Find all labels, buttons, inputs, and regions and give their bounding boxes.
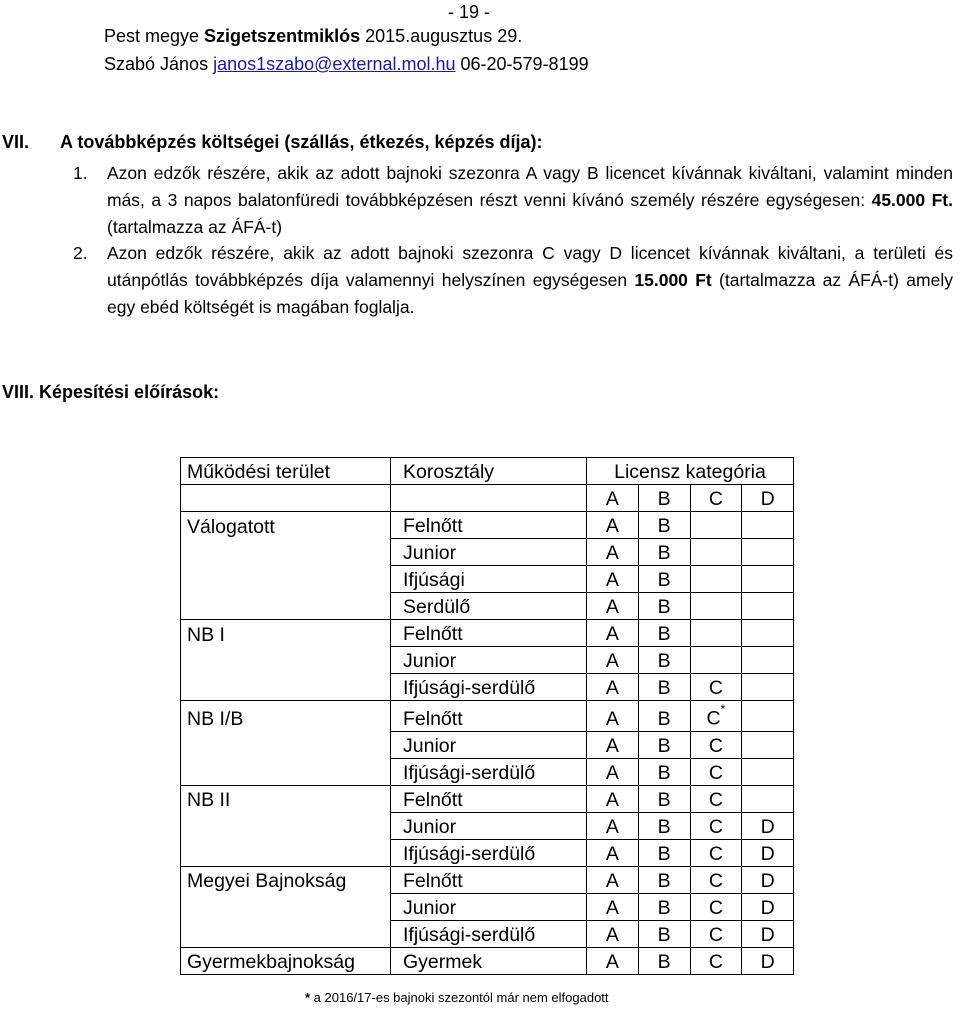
category-value: A [605, 950, 619, 973]
cell-age: Felnőtt [391, 701, 587, 732]
cell-category-b [638, 539, 690, 566]
list-item-number: 1. [73, 163, 88, 183]
header-county: Pest megye [104, 26, 205, 46]
cell-category-a [587, 701, 639, 732]
cell-category-b [638, 839, 690, 866]
table-row [181, 839, 794, 866]
section-7-number: VII. [2, 132, 30, 152]
cell-age: Junior [391, 893, 587, 920]
cell-category-c [690, 866, 742, 893]
cell-area [181, 647, 391, 674]
list-item-note: (tartalmazza az ÁFÁ-t) amely egy ebéd költségét is magában foglalja. [107, 270, 953, 317]
cell-area: Megyei Bajnokság [181, 866, 391, 893]
category-value: D [760, 842, 775, 865]
category-value: B [657, 761, 671, 784]
cell-category-a [587, 512, 639, 539]
category-value: D [760, 923, 775, 946]
category-value: D [760, 950, 775, 973]
cell-area [181, 893, 391, 920]
category-value: B [657, 542, 671, 564]
category-value: D [760, 896, 775, 919]
category-value: B [657, 896, 671, 919]
list-item-note: (tartalmazza az ÁFÁ-t) [107, 216, 283, 237]
table-row [181, 947, 794, 974]
cell-age: Ifjúsági-serdülő [391, 920, 587, 947]
cell-category-a [587, 674, 639, 701]
header-cat-a: A [587, 485, 639, 512]
cell-category-c [690, 593, 742, 620]
category-value: C [708, 761, 723, 784]
cell-age: Junior [391, 539, 587, 566]
cell-category-a [587, 539, 639, 566]
section-8-heading: VIII. Képesítési előírások: [2, 382, 220, 402]
footnote-mark: * [305, 990, 311, 1005]
cell-category-b [638, 920, 690, 947]
table-row [181, 512, 794, 539]
cell-category-d [742, 812, 794, 839]
table-row [181, 674, 794, 701]
cell-category-d [742, 866, 794, 893]
category-value: C [708, 923, 723, 946]
category-value: B [657, 707, 671, 730]
header-cat-b: B [638, 485, 690, 512]
category-value: A [605, 569, 619, 591]
cell-category-d [742, 566, 794, 593]
cell-category-c [690, 812, 742, 839]
table-row [181, 758, 794, 785]
category-value: A [605, 842, 619, 865]
table-subheader-row [181, 485, 794, 512]
cell-category-b [638, 701, 690, 732]
section-7-title: A továbbképzés költségei (szállás, étkezés, képzés díja): [60, 132, 543, 152]
header-age-empty [391, 485, 587, 512]
category-value: A [605, 677, 619, 699]
cell-category-d [742, 701, 794, 732]
category-value: B [657, 677, 671, 699]
cell-age: Ifjúsági-serdülő [391, 758, 587, 785]
cell-category-b [638, 566, 690, 593]
cell-category-b [638, 812, 690, 839]
category-value: A [605, 869, 619, 892]
cell-category-d [742, 920, 794, 947]
contact-phone: 06-20-579-8199 [455, 54, 589, 74]
header-area-empty [181, 485, 391, 512]
cell-category-b [638, 674, 690, 701]
cell-category-a [587, 839, 639, 866]
cell-category-c [690, 701, 742, 732]
category-value: B [657, 515, 671, 537]
cell-category-c [690, 647, 742, 674]
category-value: A [605, 596, 619, 618]
cell-category-d [742, 731, 794, 758]
list-item-text: Azon edzők részére, akik az adott bajnoki szezonra C vagy D licencet kívánnak kiváltani, a területi és utánpótlás továbbképzés díja valamennyi helyszínen egységesen [107, 243, 953, 291]
table-row [181, 893, 794, 920]
category-value: D [760, 815, 775, 838]
cell-category-a [587, 566, 639, 593]
cell-category-a [587, 920, 639, 947]
cell-category-a [587, 866, 639, 893]
cell-category-b [638, 647, 690, 674]
cell-category-b [638, 785, 690, 812]
category-value: C [708, 788, 723, 811]
cell-category-a [587, 758, 639, 785]
cell-age: Gyermek [391, 947, 587, 974]
cell-age: Ifjúsági-serdülő [391, 839, 587, 866]
category-value: B [657, 788, 671, 811]
cell-age: Junior [391, 812, 587, 839]
cell-category-a [587, 893, 639, 920]
table-row [181, 866, 794, 893]
license-table [180, 457, 794, 975]
cell-category-a [587, 947, 639, 974]
cell-category-b [638, 593, 690, 620]
cell-category-d [742, 674, 794, 701]
table-row [181, 539, 794, 566]
category-value: B [657, 596, 671, 618]
cell-area: NB I/B [181, 701, 391, 732]
category-value: B [657, 815, 671, 838]
cell-category-c [690, 758, 742, 785]
cell-area [181, 539, 391, 566]
cell-category-c [690, 920, 742, 947]
table-row [181, 701, 794, 732]
cell-category-a [587, 647, 639, 674]
cell-category-d [742, 758, 794, 785]
cell-area: Válogatott [181, 512, 391, 539]
cell-area [181, 920, 391, 947]
cell-category-c [690, 731, 742, 758]
category-value: A [605, 623, 619, 645]
cell-category-b [638, 758, 690, 785]
cell-category-c [690, 566, 742, 593]
cell-age: Serdülő [391, 593, 587, 620]
category-value: A [605, 707, 619, 730]
cell-category-d [742, 647, 794, 674]
cell-category-c [690, 674, 742, 701]
category-value: A [605, 923, 619, 946]
list-item-price: 15.000 Ft [634, 270, 712, 291]
category-value: C [708, 896, 723, 919]
header-area: Működési terület [181, 458, 391, 485]
category-value: B [657, 734, 671, 757]
footnote-text: a 2016/17-es bajnoki szezontól már nem elfogadott [310, 990, 609, 1005]
category-value: A [605, 542, 619, 564]
cell-category-a [587, 812, 639, 839]
cell-category-d [742, 893, 794, 920]
category-value: C [708, 677, 723, 699]
table-row [181, 785, 794, 812]
cell-area [181, 593, 391, 620]
table-row [181, 593, 794, 620]
cell-category-b [638, 620, 690, 647]
cell-category-c [690, 620, 742, 647]
category-value: B [657, 623, 671, 645]
header-cat-c: C [690, 485, 742, 512]
cell-category-c [690, 839, 742, 866]
list-item [73, 240, 953, 320]
cell-category-b [638, 947, 690, 974]
table-row [181, 566, 794, 593]
header-date: 2015.augusztus 29. [360, 26, 523, 46]
cell-area: Gyermekbajnokság [181, 947, 391, 974]
cell-category-c [690, 785, 742, 812]
cell-category-d [742, 620, 794, 647]
cell-area: NB I [181, 620, 391, 647]
category-value: B [657, 842, 671, 865]
category-value: C [708, 869, 723, 892]
header-location: Szigetszentmiklós [204, 26, 361, 46]
cell-area [181, 812, 391, 839]
cell-category-c [690, 947, 742, 974]
cell-area [181, 731, 391, 758]
footnote [305, 990, 609, 1005]
contact-name: Szabó János [104, 54, 214, 74]
category-value: C [708, 734, 723, 757]
cell-category-b [638, 731, 690, 758]
header-age: Korosztály [391, 458, 587, 485]
category-value: A [605, 515, 619, 537]
category-value: D [760, 869, 775, 892]
cell-age: Junior [391, 647, 587, 674]
category-value: A [605, 734, 619, 757]
category-value: C [706, 707, 721, 730]
header-line-1 [104, 26, 522, 47]
table-row [181, 620, 794, 647]
cell-category-b [638, 893, 690, 920]
cell-age: Felnőtt [391, 512, 587, 539]
cell-category-d [742, 593, 794, 620]
page-number: - 19 - [448, 2, 491, 22]
category-value: B [657, 650, 671, 672]
list-item-text: Azon edzők részére, akik az adott bajnoki szezonra A vagy B licencet kívánnak kiváltani, valamint minden más, a 3 napos balatonfüredi továbbképzésen részt venni kívánó személy részére egységesen: [107, 163, 953, 210]
category-value: B [657, 569, 671, 591]
list-item [73, 160, 953, 240]
cell-category-d [742, 512, 794, 539]
table-row [181, 647, 794, 674]
cell-category-d [742, 785, 794, 812]
list-item-price: 45.000 Ft. [871, 189, 953, 210]
category-value: B [657, 950, 671, 973]
cell-area [181, 566, 391, 593]
category-value: A [605, 650, 619, 672]
cell-category-d [742, 947, 794, 974]
table-row [181, 920, 794, 947]
cell-category-a [587, 731, 639, 758]
cell-category-b [638, 866, 690, 893]
cell-area [181, 758, 391, 785]
contact-email-link[interactable]: janos1szabo@external.mol.hu [213, 54, 456, 74]
category-value: C [708, 950, 723, 973]
cell-category-d [742, 539, 794, 566]
section-7-heading [2, 132, 543, 153]
cell-category-a [587, 620, 639, 647]
category-value: A [605, 788, 619, 811]
category-value: A [605, 815, 619, 838]
cell-category-c [690, 539, 742, 566]
cell-area [181, 674, 391, 701]
table-row [181, 731, 794, 758]
header-cat-d: D [742, 485, 794, 512]
cell-area: NB II [181, 785, 391, 812]
cell-age: Felnőtt [391, 785, 587, 812]
cell-category-b [638, 512, 690, 539]
category-value: C [708, 842, 723, 865]
category-value: A [605, 761, 619, 784]
category-value: C [708, 815, 723, 838]
cell-category-c [690, 512, 742, 539]
cell-category-d [742, 839, 794, 866]
cell-age: Felnőtt [391, 620, 587, 647]
list-item-number: 2. [73, 243, 88, 264]
header-license: Licensz kategória [587, 458, 794, 485]
category-value: A [605, 896, 619, 919]
category-value: B [657, 923, 671, 946]
cell-age: Junior [391, 731, 587, 758]
cell-category-c [690, 893, 742, 920]
cell-category-a [587, 785, 639, 812]
cell-age: Ifjúsági [391, 566, 587, 593]
header-line-2 [104, 54, 589, 75]
cell-age: Felnőtt [391, 866, 587, 893]
table-header-row [181, 458, 794, 485]
table-row [181, 812, 794, 839]
footnote-marker: * [720, 702, 726, 716]
cell-category-a [587, 593, 639, 620]
category-value: B [657, 869, 671, 892]
cost-list [73, 160, 953, 321]
cell-age: Ifjúsági-serdülő [391, 674, 587, 701]
cell-area [181, 839, 391, 866]
